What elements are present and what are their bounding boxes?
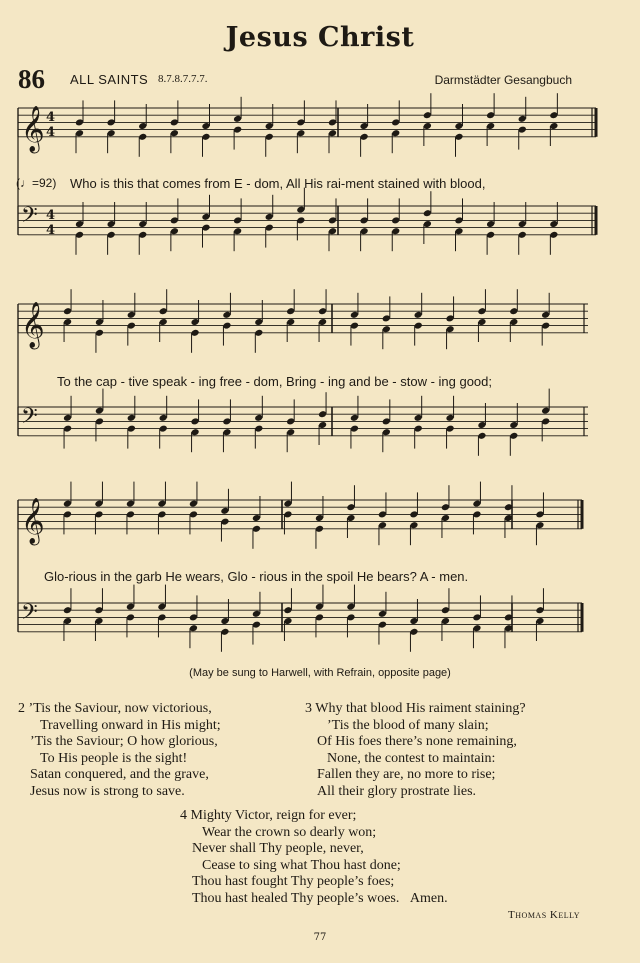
composer-credit: Darmstädter Gesangbuch — [434, 73, 572, 87]
verse-line: Travelling onward in His might; — [40, 717, 221, 733]
bass-clef: 𝄢 — [21, 600, 38, 630]
page-number: 77 — [313, 932, 327, 943]
verse-line: Thou hast healed Thy people’s woes. Amen. — [192, 890, 448, 906]
treble-clef: 𝄞 — [21, 497, 45, 544]
verse-line: All their glory prostrate lies. — [317, 783, 477, 799]
time-signature-bottom: 4 — [46, 223, 56, 238]
time-signature-top: 4 — [46, 208, 56, 223]
hymn-number: 86 — [18, 64, 45, 94]
treble-clef: 𝄞 — [21, 301, 45, 348]
alternate-tune-note: (May be sung to Harwell, with Refrain, opposite page) — [189, 667, 451, 679]
verse-4 — [180, 808, 448, 907]
tune-name: ALL SAINTS — [70, 72, 149, 87]
time-signature-top: 4 — [46, 110, 56, 125]
lyric-line-3: Glo-rious in the garb He wears, Glo - rious in the spoil He bears? A - men. — [44, 569, 469, 584]
verse-line: Jesus now is strong to save. — [30, 783, 185, 799]
verse-line: ’Tis the blood of many slain; — [327, 717, 489, 733]
bass-clef: 𝄢 — [21, 203, 38, 233]
verse-line: Never shall Thy people, never, — [192, 841, 364, 856]
verse-line: None, the contest to maintain: — [327, 750, 496, 766]
treble-clef: 𝄞 — [21, 105, 45, 152]
verse-line: ’Tis the Saviour; O how glorious, — [30, 734, 218, 749]
author-credit: Thomas Kelly — [508, 909, 580, 921]
hymn-section-title: Jesus Christ — [225, 22, 415, 53]
verse-line: Satan conquered, and the grave, — [30, 767, 209, 782]
verse-2 — [18, 701, 221, 800]
verse-line: 3 Why that blood His raiment staining? — [305, 701, 526, 716]
verse-line: Wear the crown so dearly won; — [202, 824, 377, 840]
verse-3 — [305, 701, 526, 800]
verse-line: Fallen they are, no more to rise; — [317, 767, 496, 782]
time-signature-bottom: 4 — [46, 125, 56, 140]
verse-line: 2 ’Tis the Saviour, now victorious, — [18, 701, 212, 716]
lyric-line-2: To the cap - tive speak - ing free - dom, Bring - ing and be - stow - ing good; — [57, 374, 492, 389]
verse-line: Of His foes there’s none remaining, — [317, 734, 517, 749]
verse-line: Thou hast fought Thy people’s foes; — [192, 874, 395, 889]
bass-clef: 𝄢 — [21, 404, 38, 434]
tempo-marking: (♩=92) — [16, 176, 57, 190]
verse-line: To His people is the sight! — [40, 750, 188, 766]
meter: 8.7.8.7.7.7. — [158, 73, 208, 85]
verse-line: Cease to sing what Thou hast done; — [202, 857, 401, 873]
lyric-line-1: Who is this that comes from E - dom, All His rai-ment stained with blood, — [70, 176, 486, 191]
verse-line: 4 Mighty Victor, reign for ever; — [180, 808, 357, 823]
